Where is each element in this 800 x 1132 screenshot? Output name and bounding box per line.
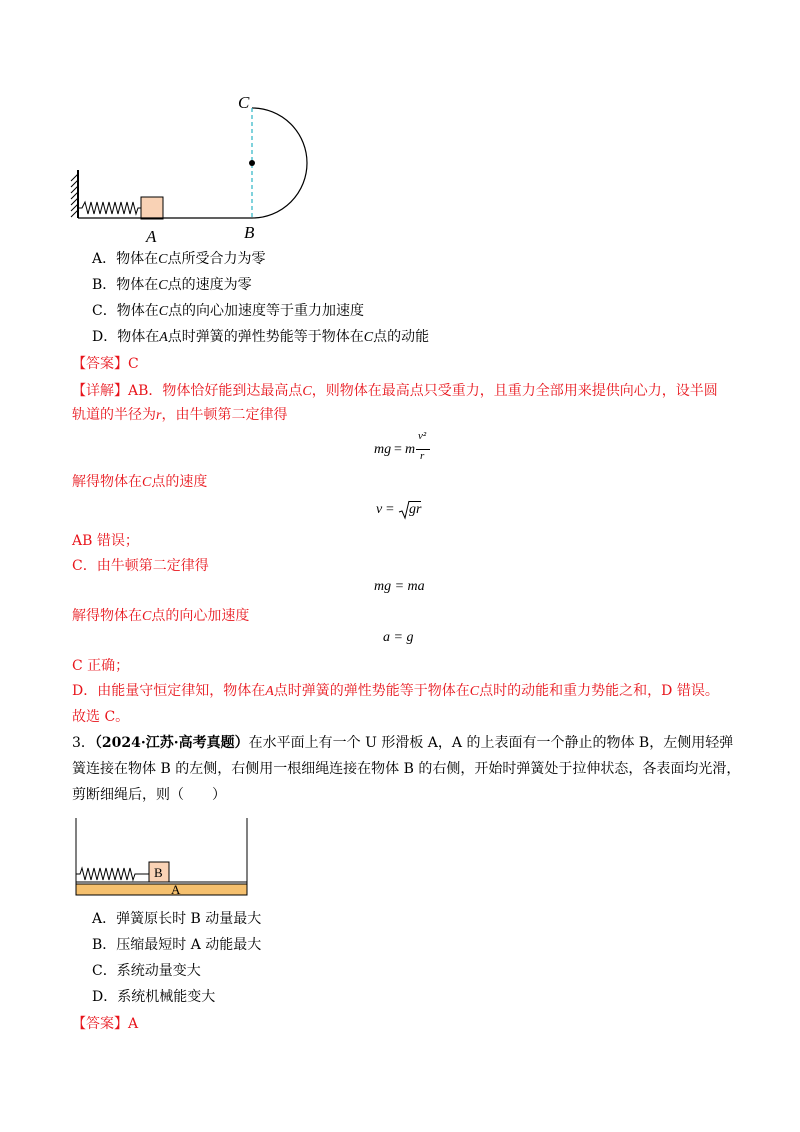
formula-acceleration: a = g <box>383 630 414 645</box>
detail-line-9: 故选 C。 <box>72 709 130 725</box>
q3-option-d: D．系统机械能变大 <box>92 989 216 1005</box>
answer-line <box>72 354 139 374</box>
q3-line-3: 剪断细绳后，则（ ） <box>72 787 226 803</box>
wall-hatching <box>71 174 78 217</box>
detail-line-6: 解得物体在C点的向心加速度 <box>72 608 250 624</box>
spring-q3 <box>76 868 149 880</box>
option-b: B．物体在C点的速度为零 <box>92 277 252 293</box>
label-block-b: B <box>154 865 163 880</box>
semicircle-track <box>252 108 307 218</box>
formula-newton: mg = ma <box>374 579 425 594</box>
detail-line-5: C．由牛顿第二定律得 <box>72 558 209 574</box>
q3-answer-value: A <box>128 1016 139 1032</box>
q3-source: （2024·江苏·高考真题） <box>94 735 249 751</box>
label-a: A <box>146 227 157 246</box>
detail-line-2: 轨道的半径为r，由牛顿第二定律得 <box>72 407 288 423</box>
detail-line-1: 【详解】AB．物体恰好能到达最高点C，则物体在最高点只受重力，且重力全部用来提供向心力，设半圆 <box>72 383 718 399</box>
detail-line-7: C 正确； <box>72 658 130 674</box>
q3-answer-tag: 【答案】 <box>72 1016 128 1032</box>
block-a <box>141 197 163 219</box>
figure-track-diagram <box>66 90 326 250</box>
figure-u-board-diagram <box>72 814 252 900</box>
spring <box>78 202 141 214</box>
formula-centripetal: mg = m v² r <box>374 432 434 470</box>
q3-line-2: 簧连接在物体 B 的左侧，右侧用一根细绳连接在物体 B 的右侧，开始时弹簧处于拉伸状态，各表面均光滑， <box>72 761 741 777</box>
detail-tag: 【详解】 <box>72 383 128 399</box>
detail-line-3: 解得物体在C点的速度 <box>72 474 208 490</box>
center-dot <box>249 160 255 166</box>
label-board-a: A <box>171 882 181 897</box>
answer-tag: 【答案】 <box>72 356 128 372</box>
option-a: A．物体在C点所受合力为零 <box>92 251 266 267</box>
detail-line-8: D．由能量守恒定律知，物体在A点时弹簧的弹性势能等于物体在C点时的动能和重力势能之和，D 错误。 <box>72 683 719 699</box>
q3-line-1: 3．（2024·江苏·高考真题）在水平面上有一个 U 形滑板 A，A 的上表面有一个静止的物体 B，左侧用轻弹 <box>72 735 734 751</box>
label-b: B <box>244 223 255 242</box>
formula-velocity: v = gr <box>376 500 436 522</box>
option-d: D．物体在A点时弹簧的弹性势能等于物体在C点的动能 <box>92 329 430 345</box>
q3-answer-line <box>72 1014 138 1034</box>
q3-number: 3． <box>72 735 95 751</box>
q3-option-b: B．压缩最短时 A 动能最大 <box>92 937 262 953</box>
q3-option-c: C．系统动量变大 <box>92 963 201 979</box>
option-c: C．物体在C点的向心加速度等于重力加速度 <box>92 303 365 319</box>
answer-value: C <box>128 356 139 372</box>
label-c: C <box>238 93 250 112</box>
board-a <box>76 884 247 895</box>
q3-option-a: A．弹簧原长时 B 动量最大 <box>92 911 262 927</box>
detail-line-4: AB 错误； <box>72 533 139 549</box>
